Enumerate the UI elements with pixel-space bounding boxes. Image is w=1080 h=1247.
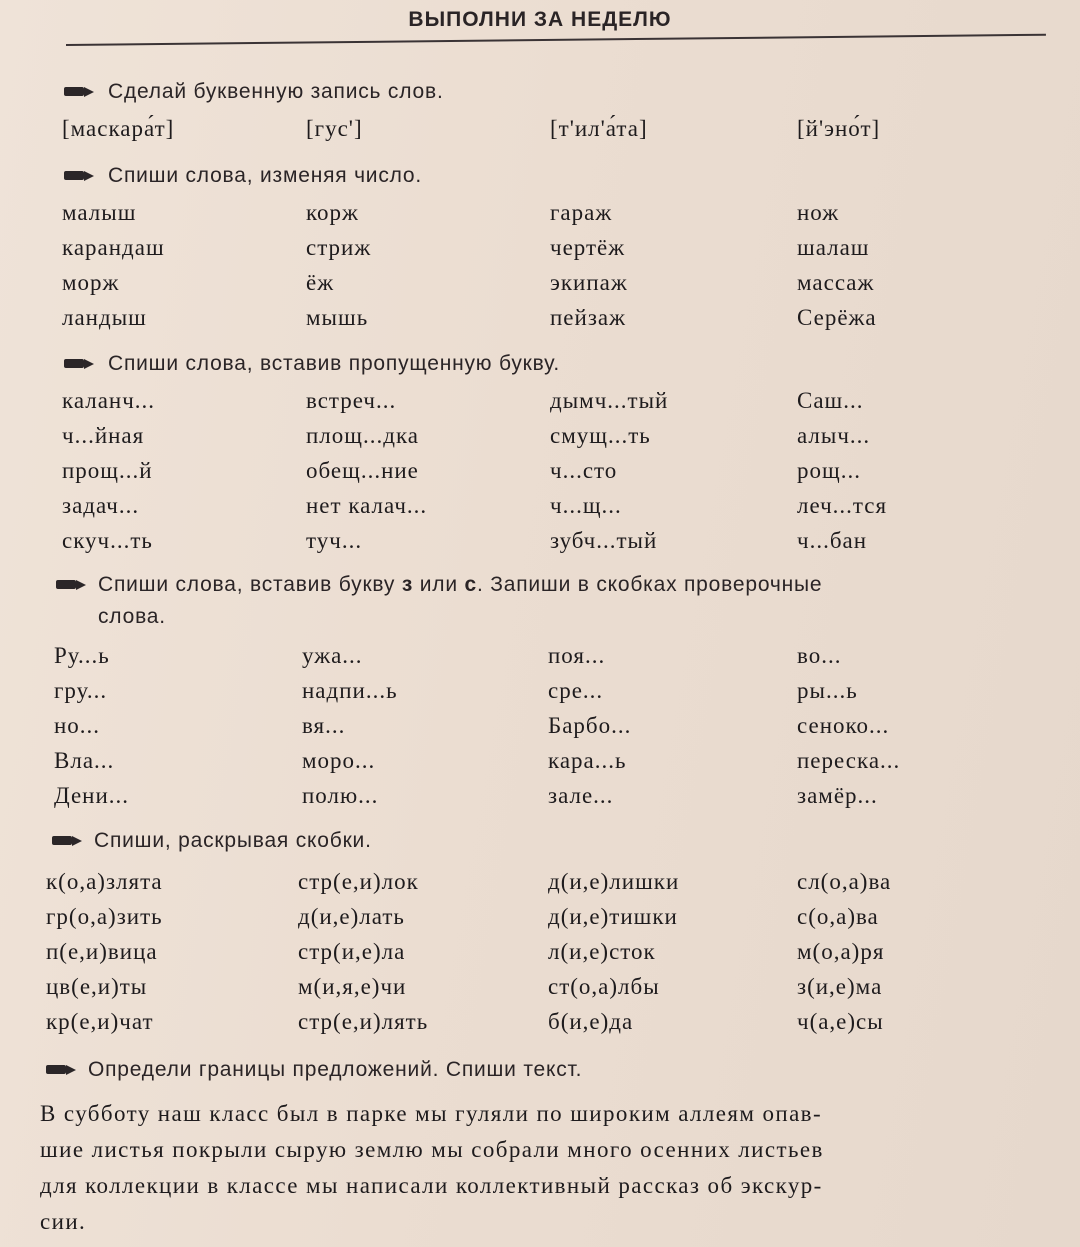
word: пейзаж (550, 305, 627, 330)
word: стр(и,е)ла (298, 939, 406, 964)
word-grid (0, 112, 1080, 147)
pencil-icon (64, 171, 96, 181)
word: Вла... (54, 748, 115, 773)
word: обещ...ние (306, 458, 419, 483)
word: [гус'] (306, 116, 363, 141)
word: ч...щ... (550, 493, 622, 518)
text-line: сии. (40, 1209, 87, 1234)
word: каланч... (62, 388, 156, 413)
word: цв(е,и)ты (46, 974, 148, 999)
word: переска... (797, 748, 901, 773)
word-row (0, 196, 1080, 231)
word: зале... (548, 783, 614, 808)
word: массаж (797, 270, 875, 295)
word-row (0, 674, 1080, 709)
word: смущ...ть (550, 423, 651, 448)
word-grid (0, 865, 1080, 1040)
word: зубч...тый (550, 528, 658, 553)
word: з(и,е)ма (797, 974, 883, 999)
word: малыш (62, 200, 137, 225)
word: леч...тся (797, 493, 888, 518)
page-title: ВЫПОЛНИ ЗА НЕДЕЛЮ (408, 8, 672, 31)
exercise-letter-transcription (0, 76, 1080, 147)
word-row (0, 489, 1080, 524)
word-row (0, 970, 1080, 1005)
word: морж (62, 270, 120, 295)
word-row (0, 709, 1080, 744)
word: сре... (548, 678, 604, 703)
word-row (0, 524, 1080, 559)
text-line: шие листья покрыли сырую землю мы собрали много осенних листьев (40, 1137, 824, 1162)
word: поя... (548, 643, 606, 668)
word-row (0, 301, 1080, 336)
word: кара...ь (548, 748, 627, 773)
word-row (0, 112, 1080, 147)
word: гараж (550, 200, 613, 225)
exercise-text (40, 1096, 1070, 1240)
exercise-missing-letter (0, 348, 1080, 559)
letter-s: с (464, 573, 477, 596)
word-row (0, 1005, 1080, 1040)
word-row (0, 384, 1080, 419)
word: но... (54, 713, 101, 738)
word: ст(о,а)лбы (548, 974, 660, 999)
word-row (0, 639, 1080, 674)
instruction-text: . Запиши в скобках проверочные (476, 573, 823, 596)
word: Серёжа (797, 305, 877, 330)
word: д(и,е)лишки (548, 869, 680, 894)
word: ужа... (302, 643, 363, 668)
word: сл(о,а)ва (797, 869, 892, 894)
word: корж (306, 200, 359, 225)
word: стр(е,и)лок (298, 869, 419, 894)
word: скуч...ть (62, 528, 153, 553)
word: шалаш (797, 235, 870, 260)
word: кр(е,и)чат (46, 1009, 154, 1034)
word: алыч... (797, 423, 871, 448)
pencil-icon (52, 836, 84, 846)
word: дымч...тый (550, 388, 669, 413)
word: площ...дка (306, 423, 419, 448)
instruction (0, 569, 1080, 633)
word: п(е,и)вица (46, 939, 158, 964)
instruction (0, 825, 1080, 857)
word: ч...сто (550, 458, 618, 483)
instruction (0, 1054, 1080, 1086)
instruction-text: Спиши слова, вставив букву (98, 573, 402, 596)
header-divider (66, 34, 1046, 46)
word: моро... (302, 748, 376, 773)
word: нож (797, 200, 840, 225)
word: б(и,е)да (548, 1009, 634, 1034)
word: стриж (306, 235, 372, 260)
word: карандаш (62, 235, 165, 260)
word: сеноко... (797, 713, 890, 738)
word: Саш... (797, 388, 864, 413)
word-row (0, 419, 1080, 454)
word: вя... (302, 713, 346, 738)
word: ландыш (62, 305, 147, 330)
pencil-icon (64, 359, 96, 369)
word: нет калач... (306, 493, 428, 518)
word: надпи...ь (302, 678, 398, 703)
instruction-text: Спиши слова, изменяя число. (108, 164, 423, 187)
instruction-text: или (413, 573, 465, 596)
word: м(о,а)ря (797, 939, 885, 964)
instruction (0, 348, 1080, 380)
word: Ру...ь (54, 643, 110, 668)
word: ёж (306, 270, 335, 295)
instruction (0, 76, 1080, 108)
word: д(и,е)лать (298, 904, 405, 929)
word: гр(о,а)зить (46, 904, 163, 929)
instruction-text: слова. (98, 605, 166, 628)
exercise-change-number (0, 160, 1080, 336)
word: стр(е,и)лять (298, 1009, 429, 1034)
word-row (0, 865, 1080, 900)
word-row (0, 266, 1080, 301)
pencil-icon (56, 580, 88, 590)
word-row (0, 231, 1080, 266)
word-row (0, 454, 1080, 489)
word: [т'ил'а́та] (550, 116, 648, 141)
text-line: В субботу наш класс был в парке мы гуляли по широким аллеям опав- (40, 1101, 822, 1126)
word: мышь (306, 305, 369, 330)
word: гру... (54, 678, 108, 703)
word: с(о,а)ва (797, 904, 879, 929)
word: задач... (62, 493, 140, 518)
exercise-open-brackets (0, 825, 1080, 1040)
instruction (0, 160, 1080, 192)
word: прощ...й (62, 458, 153, 483)
exercise-sentence-boundaries (0, 1054, 1080, 1086)
word-row (0, 779, 1080, 814)
pencil-icon (46, 1065, 78, 1075)
word: Барбо... (548, 713, 632, 738)
word: туч... (306, 528, 363, 553)
pencil-icon (64, 87, 96, 97)
word: экипаж (550, 270, 628, 295)
word: м(и,я,е)чи (298, 974, 407, 999)
word: ч(а,е)сы (797, 1009, 884, 1034)
instruction-text: Спиши, раскрывая скобки. (94, 829, 372, 852)
word: замёр... (797, 783, 878, 808)
word: л(и,е)сток (548, 939, 656, 964)
word-row (0, 900, 1080, 935)
instruction-text: Определи границы предложений. Спиши текст. (88, 1058, 583, 1081)
exercise-z-or-s (0, 569, 1080, 814)
word: к(о,а)злята (46, 869, 163, 894)
word: ры...ь (797, 678, 858, 703)
word: чертёж (550, 235, 626, 260)
word-grid (0, 639, 1080, 814)
word: встреч... (306, 388, 397, 413)
letter-z: з (401, 573, 414, 596)
word: рощ... (797, 458, 861, 483)
instruction-text: Спиши слова, вставив пропущенную букву. (108, 352, 560, 375)
text-line: для коллекции в классе мы написали коллективный рассказ об экскур- (40, 1173, 823, 1198)
word: полю... (302, 783, 379, 808)
word: [маскара́т] (62, 116, 175, 141)
word: [й'эно́т] (797, 116, 881, 141)
instruction-text: Сделай буквенную запись слов. (108, 80, 444, 103)
word-grid (0, 384, 1080, 559)
word-grid (0, 196, 1080, 336)
word: во... (797, 643, 842, 668)
word-row (0, 744, 1080, 779)
word: д(и,е)тишки (548, 904, 678, 929)
word-row (0, 935, 1080, 970)
word: ч...йная (62, 423, 145, 448)
word: Дени... (54, 783, 130, 808)
word: ч...бан (797, 528, 868, 553)
